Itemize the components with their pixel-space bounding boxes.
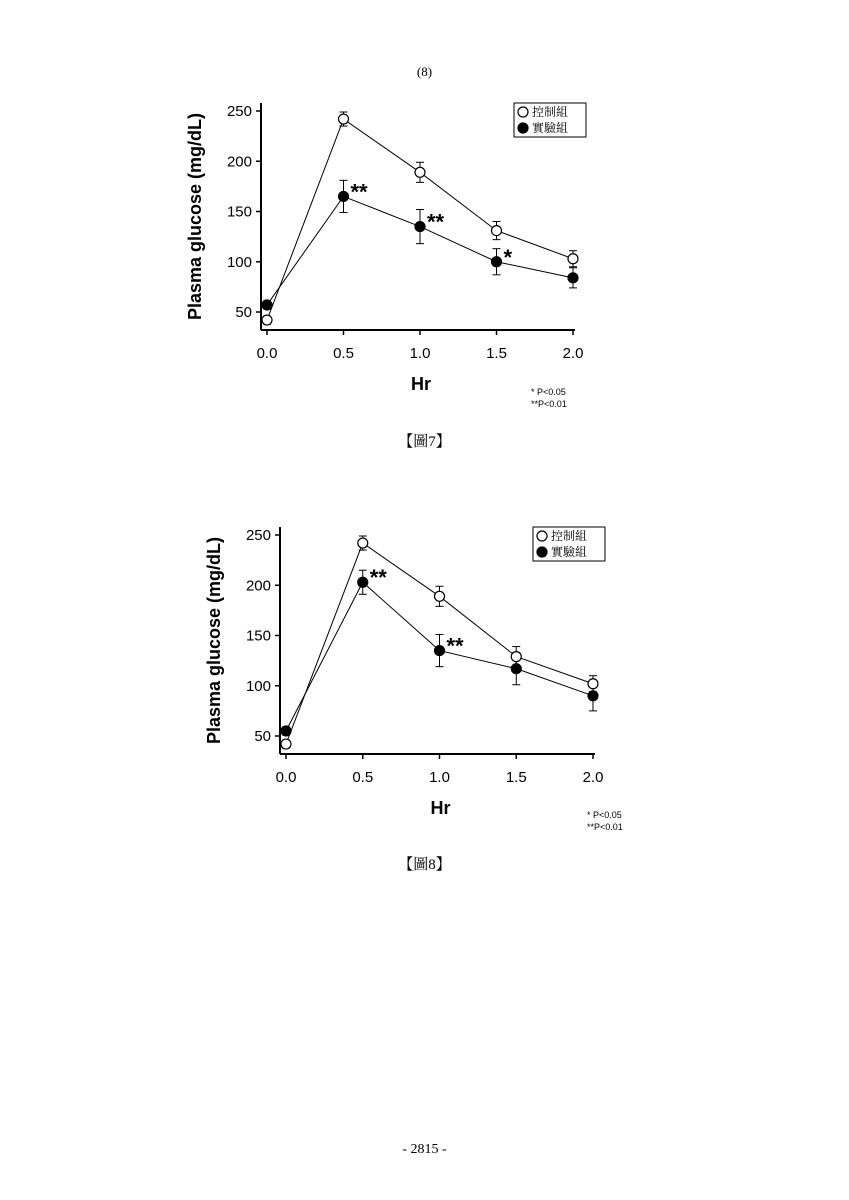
- series-0-point: [358, 538, 368, 548]
- y-tick-label: 50: [254, 728, 271, 745]
- y-tick-label: 100: [226, 253, 252, 271]
- series-1-point: [358, 577, 368, 587]
- legend-marker-1: [537, 547, 547, 557]
- series-1-point: [588, 691, 598, 701]
- x-axis-title: Hr: [430, 798, 451, 818]
- x-tick-label: 0.0: [256, 345, 278, 362]
- legend-label-1: 實驗組: [551, 545, 588, 559]
- y-axis-title: Plasma glucose (mg/dL): [204, 536, 224, 745]
- p-value-note: **P<0.01: [531, 399, 567, 409]
- p-value-note: **P<0.01: [587, 822, 623, 832]
- y-tick-label: 150: [226, 203, 252, 221]
- series-1-point: [281, 726, 291, 736]
- y-tick-label: 200: [245, 577, 271, 595]
- series-1-point: [435, 646, 445, 656]
- y-tick-label: 50: [235, 304, 252, 321]
- p-value-note: * P<0.05: [587, 810, 622, 820]
- series-1-point: [511, 664, 521, 674]
- legend-label-0: 控制組: [551, 529, 588, 543]
- x-tick-label: 1.5: [505, 769, 527, 786]
- x-axis-title: Hr: [410, 374, 432, 394]
- y-tick-label: 250: [245, 527, 271, 544]
- p-value-note: * P<0.05: [531, 387, 566, 397]
- series-0-point: [588, 679, 598, 689]
- figure-7-caption: 【圖7】: [398, 434, 451, 450]
- x-tick-label: 1.0: [429, 769, 450, 786]
- legend-label-1: 實驗組: [532, 121, 569, 135]
- x-tick-label: 0.5: [333, 345, 354, 362]
- significance-mark: *: [503, 244, 513, 270]
- x-tick-label: 1.0: [409, 345, 431, 362]
- x-tick-label: 1.5: [486, 345, 507, 362]
- y-axis-title: Plasma glucose (mg/dL): [185, 112, 205, 321]
- page-footer-number: - 2815 -: [402, 1142, 447, 1157]
- x-tick-label: 2.0: [582, 769, 604, 786]
- legend-label-0: 控制組: [532, 105, 569, 119]
- x-tick-label: 0.5: [352, 769, 374, 786]
- significance-mark: **: [446, 633, 464, 659]
- x-tick-label: 0.0: [275, 769, 297, 786]
- significance-mark: **: [427, 209, 445, 235]
- series-0-point: [281, 739, 291, 749]
- y-tick-label: 100: [245, 677, 271, 695]
- significance-mark: **: [369, 565, 387, 591]
- y-tick-label: 200: [226, 153, 252, 171]
- y-tick-label: 250: [226, 103, 252, 120]
- figure-8-caption: 【圖8】: [398, 857, 451, 873]
- y-tick-label: 150: [245, 627, 271, 645]
- series-0-point: [511, 652, 521, 662]
- x-tick-label: 2.0: [562, 345, 584, 362]
- significance-mark: **: [350, 179, 368, 205]
- legend-marker-0: [537, 531, 547, 541]
- page-marker: (8): [416, 64, 433, 79]
- series-0-point: [435, 591, 445, 601]
